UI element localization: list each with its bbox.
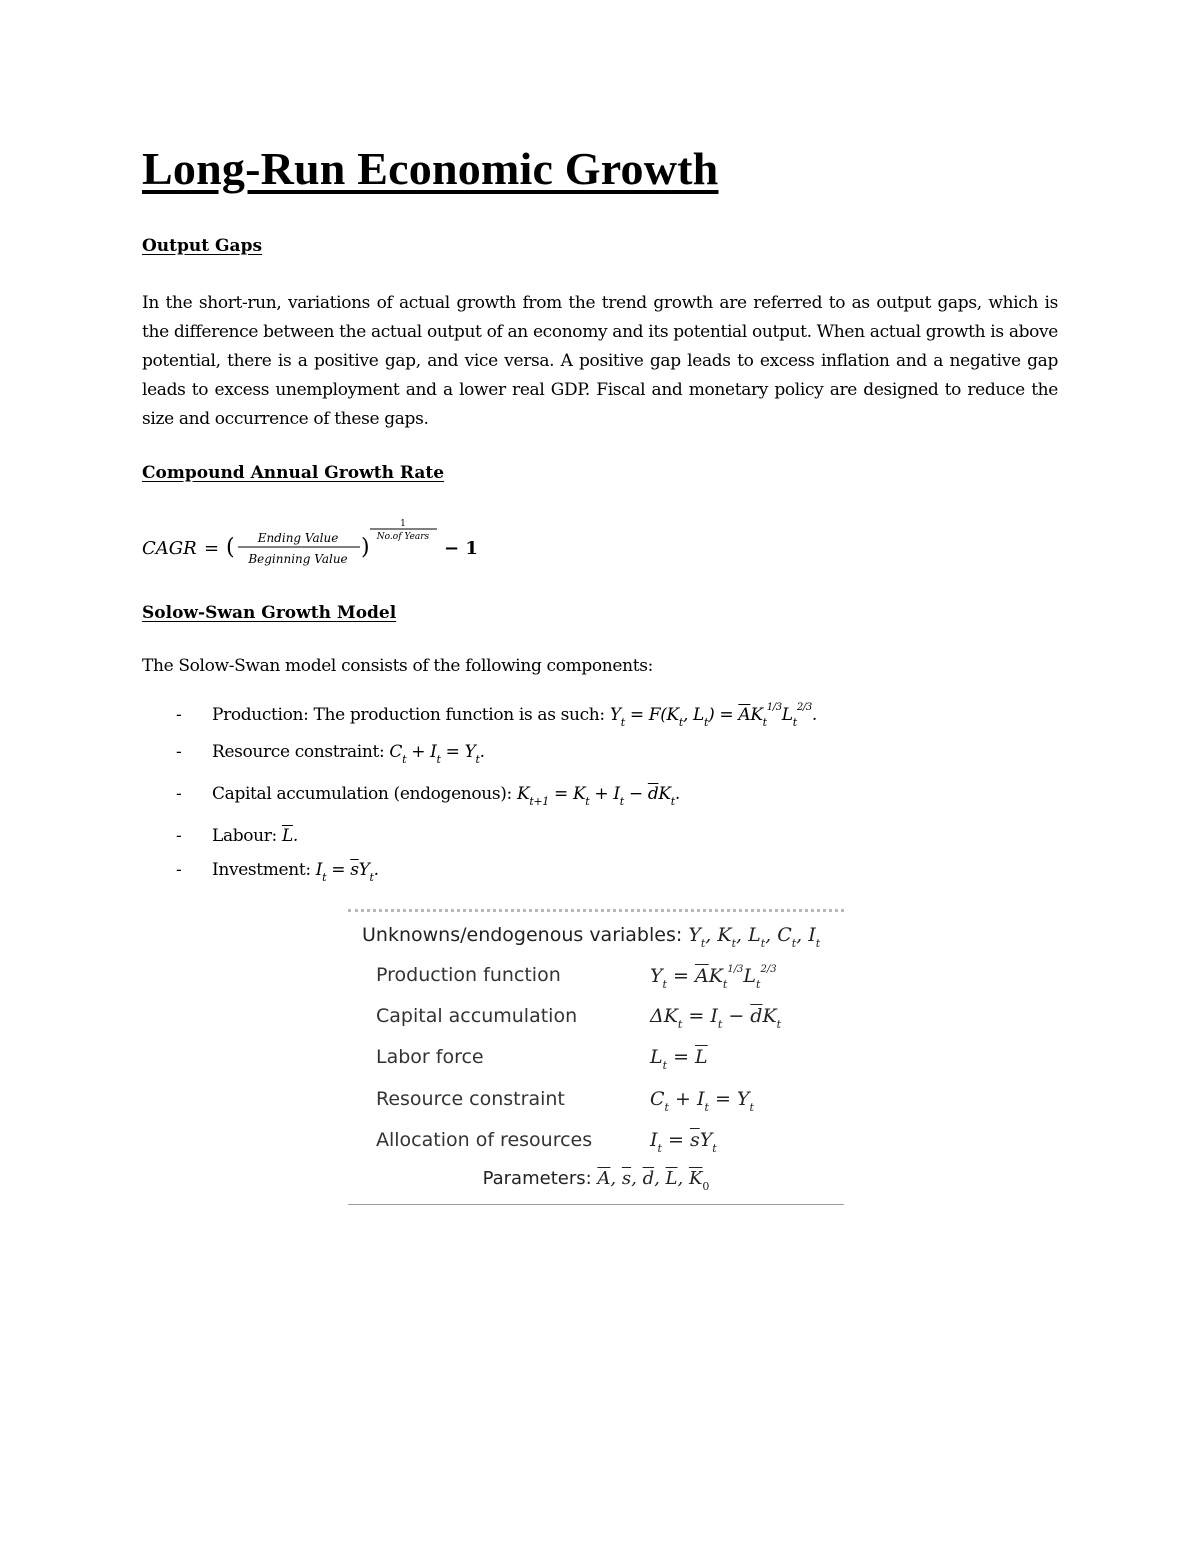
heading-cagr: Compound Annual Growth Rate: [142, 463, 445, 483]
table-row-label: Resource constraint: [376, 1088, 565, 1110]
cagr-denominator: Beginning Value: [248, 552, 348, 566]
heading-solow: Solow-Swan Growth Model: [142, 603, 397, 623]
svg-text:(: (: [226, 535, 235, 560]
table-row-label: Allocation of resources: [376, 1129, 593, 1151]
table-row-label: Production function: [376, 964, 561, 986]
table-row-label: Capital accumulation: [376, 1005, 578, 1027]
heading-output-gaps: Output Gaps: [142, 236, 263, 256]
list-item-production: - Production: The production function is as such: $Y_t = F(K_t$, $L_t) = \overline{A}K_t^{1/3}L_t^{2/3}$.: [176, 702, 817, 729]
table-row-equation: $Y_t = \overline{A}K_t^{1/3}L_t^{2/3}$: [650, 964, 777, 991]
solow-model-table: [348, 909, 844, 1205]
cagr-minus-one: − 1: [444, 538, 478, 559]
list-item-capital-accumulation: - Capital accumulation (endogenous): $K_{t+1} = K_t + I_t - \overline{d}K_t$.: [176, 784, 680, 808]
cagr-exp-num: 1: [400, 519, 406, 529]
table-row-equation: $L_t = \overline{L}$: [650, 1046, 708, 1072]
cagr-exp-den: No.of Years: [376, 532, 430, 542]
solow-intro: The Solow-Swan model consists of the following components:: [142, 656, 653, 676]
list-item-labour: - Labour: $\overline{L}$.: [176, 826, 298, 846]
page-title: Long-Run Economic Growth: [142, 143, 719, 194]
list-item-resource-constraint: - Resource constraint: $C_t + I_t = Y_t$.: [176, 742, 485, 766]
table-row-equation: $\Delta K_t = I_t - \overline{d}K_t$: [650, 1005, 782, 1031]
list-item-investment: - Investment: $I_t = \overline{s}Y_t$.: [176, 860, 379, 884]
paragraph-output-gaps: In the short-run, variations of actual growth from the trend growth are referred to as output gaps, which is the difference between the actual output of an economy and its potential output. When actual growth is above potential, there is a positive gap, and vice versa. A positive gap leads to excess inflation and a negative gap leads to excess unemployment and a lower real GDP. Fiscal and monetary policy are designed to reduce the size and occurrence of these gaps.: [142, 293, 1058, 429]
table-header: Unknowns/endogenous variables: $Y_t$, $K_t$, $L_t$, $C_t$, $I_t$: [362, 924, 821, 950]
cagr-formula: [142, 512, 502, 572]
table-row-label: Labor force: [376, 1046, 484, 1068]
table-parameters: Parameters: $\overline{A}$, $\overline{s}$, $\overline{d}$, $\overline{L}$, $\overline{K}_0$: [482, 1168, 710, 1193]
svg-text:): ): [361, 535, 370, 560]
cagr-equals: =: [204, 538, 220, 559]
table-row-equation: $I_t = \overline{s}Y_t$: [650, 1129, 717, 1155]
cagr-lhs: CAGR: [142, 538, 197, 559]
cagr-numerator: Ending Value: [257, 531, 339, 545]
table-row-equation: $C_t + I_t = Y_t$: [650, 1088, 754, 1114]
